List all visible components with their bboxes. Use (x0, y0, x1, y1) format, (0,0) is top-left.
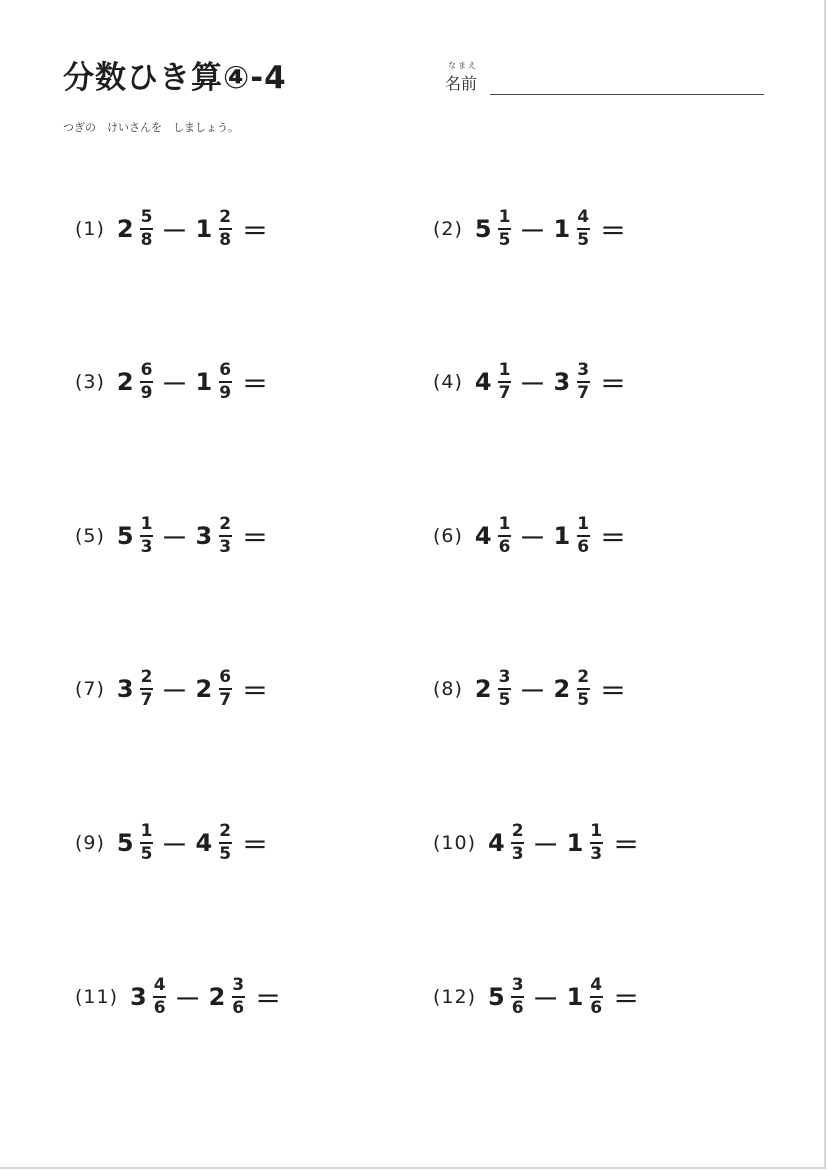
denominator: 5 (219, 844, 232, 864)
minuend-whole: 2 (116, 368, 134, 396)
problem-number: (7) (75, 678, 105, 700)
denominator: 6 (232, 998, 245, 1018)
equals-sign: ＝ (242, 523, 269, 554)
subtrahend-fraction (218, 823, 232, 863)
subtrahend-whole: 3 (553, 368, 571, 396)
denominator: 6 (577, 537, 590, 557)
minuend-fraction (498, 516, 512, 556)
denominator: 5 (577, 230, 590, 250)
problem-number: (5) (75, 525, 105, 547)
subtrahend-fraction (218, 669, 232, 709)
subtrahend-whole: 3 (195, 522, 213, 550)
numerator: 2 (140, 667, 153, 687)
equals-sign: ＝ (242, 216, 269, 247)
subtrahend-fraction (589, 977, 603, 1017)
subtrahend-whole: 4 (195, 829, 213, 857)
subtrahend-whole: 1 (566, 983, 584, 1011)
minus-sign: － (519, 523, 546, 554)
numerator: 3 (498, 667, 511, 687)
denominator: 5 (140, 844, 153, 864)
problem-11 (75, 977, 281, 1017)
page-title: 分数ひき算④-4 (63, 60, 287, 96)
denominator: 3 (511, 844, 524, 864)
name-label: 名前 (445, 74, 478, 93)
subtrahend-fraction (218, 362, 232, 402)
subtrahend-whole: 1 (553, 522, 571, 550)
equals-sign: ＝ (600, 369, 627, 400)
numerator: 2 (511, 821, 524, 841)
subtrahend-fraction (576, 209, 590, 249)
instruction-text: つぎの けいさんを しましょう。 (63, 121, 239, 134)
subtrahend-fraction (576, 669, 590, 709)
numerator: 1 (140, 514, 153, 534)
problem-number: (12) (433, 986, 477, 1008)
minus-sign: － (519, 216, 546, 247)
numerator: 3 (577, 360, 590, 380)
minus-sign: － (161, 369, 188, 400)
equals-sign: ＝ (242, 830, 269, 861)
equals-sign: ＝ (600, 216, 627, 247)
equals-sign: ＝ (242, 369, 269, 400)
numerator: 1 (590, 821, 603, 841)
numerator: 2 (577, 667, 590, 687)
denominator: 3 (590, 844, 603, 864)
problem-number: (11) (75, 986, 119, 1008)
denominator: 6 (590, 998, 603, 1018)
minuend-whole: 4 (474, 368, 492, 396)
minuend-whole: 2 (116, 215, 134, 243)
numerator: 4 (590, 975, 603, 995)
minuend-fraction (140, 669, 154, 709)
denominator: 7 (577, 383, 590, 403)
minuend-fraction (498, 669, 512, 709)
name-write-line[interactable] (490, 94, 764, 95)
minus-sign: － (161, 676, 188, 707)
denominator: 9 (140, 383, 153, 403)
numerator: 4 (153, 975, 166, 995)
minuend-fraction (498, 362, 512, 402)
subtrahend-fraction (218, 516, 232, 556)
minuend-fraction (511, 823, 525, 863)
minuend-whole: 4 (474, 522, 492, 550)
equals-sign: ＝ (613, 830, 640, 861)
numerator: 6 (140, 360, 153, 380)
problem-3 (75, 362, 268, 402)
subtrahend-whole: 1 (553, 215, 571, 243)
name-field-area (445, 60, 765, 100)
numerator: 1 (498, 360, 511, 380)
minuend-whole: 3 (116, 675, 134, 703)
numerator: 1 (577, 514, 590, 534)
minus-sign: － (532, 984, 559, 1015)
minus-sign: － (519, 676, 546, 707)
numerator: 3 (232, 975, 245, 995)
equals-sign: ＝ (600, 676, 627, 707)
numerator: 3 (511, 975, 524, 995)
problem-4 (433, 362, 626, 402)
subtrahend-whole: 1 (195, 215, 213, 243)
denominator: 3 (140, 537, 153, 557)
problem-1 (75, 209, 268, 249)
denominator: 8 (219, 230, 232, 250)
subtrahend-fraction (231, 977, 245, 1017)
problem-number: (3) (75, 371, 105, 393)
subtrahend-fraction (576, 362, 590, 402)
minuend-whole: 5 (116, 829, 134, 857)
equals-sign: ＝ (600, 523, 627, 554)
minuend-fraction (153, 977, 167, 1017)
minuend-whole: 5 (474, 215, 492, 243)
denominator: 5 (498, 690, 511, 710)
minus-sign: － (161, 216, 188, 247)
denominator: 6 (511, 998, 524, 1018)
minuend-whole: 2 (474, 675, 492, 703)
subtrahend-fraction (218, 209, 232, 249)
minus-sign: － (519, 369, 546, 400)
numerator: 1 (498, 514, 511, 534)
subtrahend-fraction (589, 823, 603, 863)
denominator: 6 (153, 998, 166, 1018)
minuend-whole: 4 (488, 829, 505, 857)
problem-number: (9) (75, 832, 105, 854)
subtrahend-whole: 2 (195, 675, 213, 703)
problem-number: (2) (433, 218, 463, 240)
minuend-fraction (140, 209, 154, 249)
minus-sign: － (161, 830, 188, 861)
minuend-fraction (140, 362, 154, 402)
problem-12 (433, 977, 639, 1017)
denominator: 8 (140, 230, 153, 250)
minuend-fraction (140, 823, 154, 863)
numerator: 2 (219, 821, 232, 841)
numerator: 2 (219, 207, 232, 227)
numerator: 6 (219, 360, 232, 380)
subtrahend-whole: 1 (566, 829, 584, 857)
minus-sign: － (161, 523, 188, 554)
minuend-whole: 5 (488, 983, 505, 1011)
minus-sign: － (174, 984, 201, 1015)
problem-number: (6) (433, 525, 463, 547)
subtrahend-whole: 2 (208, 983, 226, 1011)
denominator: 5 (577, 690, 590, 710)
denominator: 7 (498, 383, 511, 403)
minuend-fraction (140, 516, 154, 556)
problem-number: (4) (433, 371, 463, 393)
denominator: 7 (140, 690, 153, 710)
problem-number: (1) (75, 218, 105, 240)
minuend-fraction (498, 209, 512, 249)
subtrahend-whole: 2 (553, 675, 571, 703)
minus-sign: － (532, 830, 559, 861)
numerator: 1 (498, 207, 511, 227)
minuend-whole: 5 (116, 522, 134, 550)
equals-sign: ＝ (255, 984, 282, 1015)
numerator: 1 (140, 821, 153, 841)
denominator: 6 (498, 537, 511, 557)
minuend-whole: 3 (130, 983, 147, 1011)
problem-10 (433, 823, 639, 863)
problem-5 (75, 516, 268, 556)
name-ruby: なまえ (448, 61, 478, 70)
numerator: 2 (219, 514, 232, 534)
problem-9 (75, 823, 268, 863)
problem-6 (433, 516, 626, 556)
numerator: 6 (219, 667, 232, 687)
denominator: 9 (219, 383, 232, 403)
minuend-fraction (511, 977, 525, 1017)
subtrahend-fraction (576, 516, 590, 556)
numerator: 4 (577, 207, 590, 227)
equals-sign: ＝ (613, 984, 640, 1015)
numerator: 5 (140, 207, 153, 227)
problem-7 (75, 669, 268, 709)
problem-2 (433, 209, 626, 249)
denominator: 7 (219, 690, 232, 710)
subtrahend-whole: 1 (195, 368, 213, 396)
denominator: 3 (219, 537, 232, 557)
problem-8 (433, 669, 626, 709)
equals-sign: ＝ (242, 676, 269, 707)
problem-number: (10) (433, 832, 477, 854)
denominator: 5 (498, 230, 511, 250)
problem-number: (8) (433, 678, 463, 700)
